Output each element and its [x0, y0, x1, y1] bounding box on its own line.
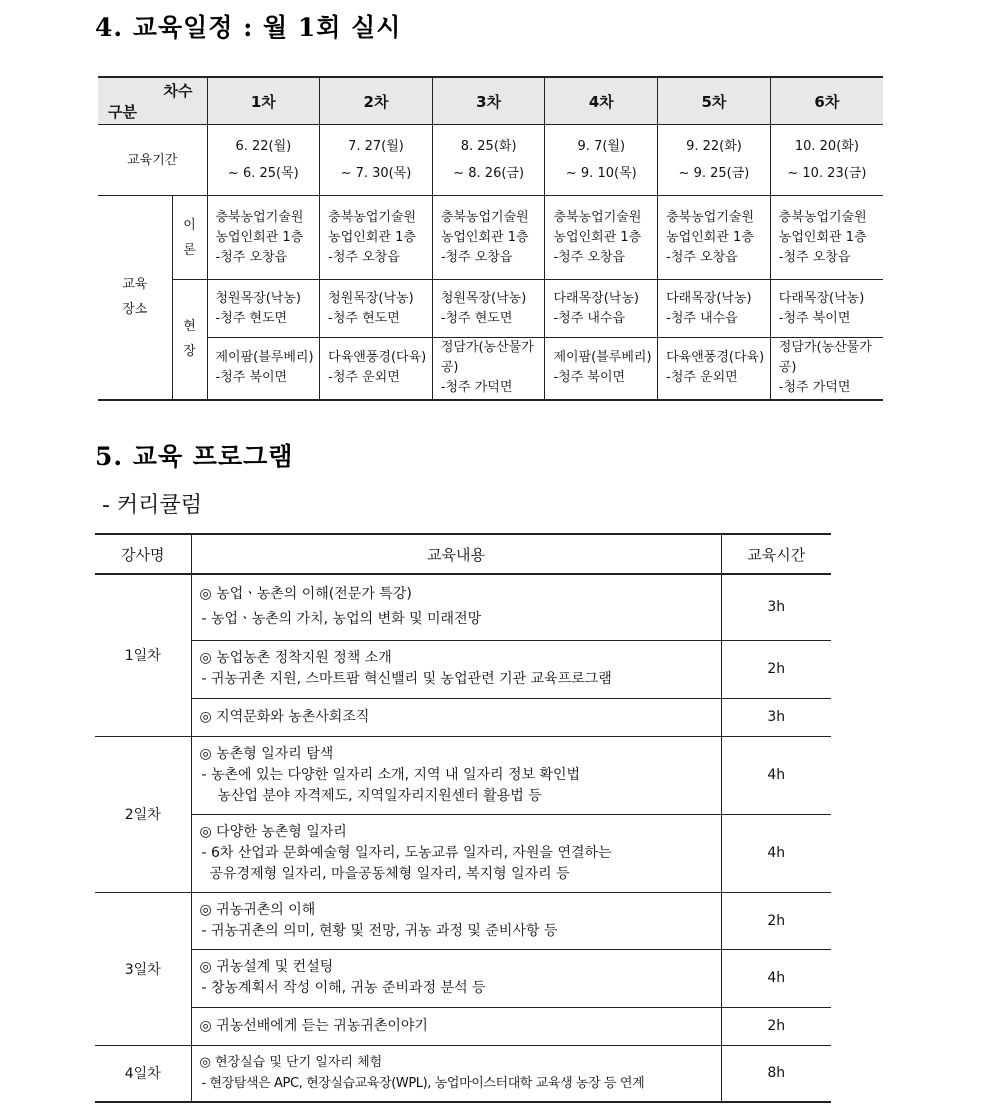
hours-cell: 3h — [721, 574, 831, 640]
hours-cell: 2h — [721, 892, 831, 949]
field-cell: 정담가(농산물가공) -청주 가덕면 — [770, 338, 883, 400]
place-label: 교육 장소 — [98, 196, 172, 400]
diagonal-header-cell — [98, 77, 207, 125]
field-cell: 청원목장(낙농) -청주 현도면 — [320, 280, 433, 338]
hours-cell: 2h — [721, 640, 831, 698]
content-cell: ◎ 농촌형 일자리 탐색 - 농촌에 있는 다양한 일자리 소개, 지역 내 일자리 정보 확인법 농산업 분야 자격제도, 지역일자리지원센터 활용법 등 — [191, 736, 721, 814]
period-start: 9. 22(화) — [686, 139, 742, 154]
theory-cell: 충북농업기술원 농업인회관 1층 -청주 오창읍 — [432, 196, 545, 280]
round-6: 6차 — [770, 77, 883, 125]
period-cell — [320, 125, 433, 196]
section-5-title: 5. 교육 프로그램 — [95, 442, 294, 471]
content-cell: ◎ 현장실습 및 단기 일자리 체험 - 현장탐색은 APC, 현장실습교육장(WPL), 농업마이스터대학 교육생 농장 등 연계 — [191, 1045, 721, 1102]
period-cell — [207, 125, 320, 196]
header-hours: 교육시간 — [721, 534, 831, 574]
field-cell: 제이팜(블루베리) -청주 북이면 — [207, 338, 320, 400]
table-row — [95, 892, 831, 949]
table-row — [95, 1045, 831, 1102]
period-end: ~ 9. 10(목) — [565, 166, 637, 181]
day-label: 1일차 — [95, 574, 191, 736]
theory-cell: 충북농업기술원 농업인회관 1층 -청주 오창읍 — [545, 196, 658, 280]
content-cell: ◎ 지역문화와 농촌사회조직 — [191, 698, 721, 736]
round-1: 1차 — [207, 77, 320, 125]
table-row — [95, 736, 831, 814]
field-cell: 다육앤풍경(다육) -청주 운외면 — [320, 338, 433, 400]
period-end: ~ 10. 23(금) — [787, 166, 867, 181]
content-cell: ◎ 귀농설계 및 컨설팅 - 창농계획서 작성 이해, 귀농 준비과정 분석 등 — [191, 949, 721, 1007]
day-label: 4일차 — [95, 1045, 191, 1102]
round-2: 2차 — [320, 77, 433, 125]
table-row — [95, 814, 831, 892]
period-end: ~ 9. 25(금) — [678, 166, 750, 181]
theory-label: 이 론 — [172, 196, 207, 280]
content-cell: ◎ 다양한 농촌형 일자리 - 6차 산업과 문화예술형 일자리, 도농교류 일자리, 자원을 연결하는 공유경제형 일자리, 마을공동체형 일자리, 복지형 일자리 등 — [191, 814, 721, 892]
field-label: 현 장 — [172, 280, 207, 400]
round-5: 5차 — [658, 77, 771, 125]
field-cell: 청원목장(낙농) -청주 현도면 — [207, 280, 320, 338]
table-row — [95, 574, 831, 640]
theory-cell: 충북농업기술원 농업인회관 1층 -청주 오창읍 — [320, 196, 433, 280]
hours-cell: 2h — [721, 1007, 831, 1045]
header-content: 교육내용 — [191, 534, 721, 574]
content-cell: ◎ 농업농촌 정착지원 정책 소개 - 귀농귀촌 지원, 스마트팜 혁신밸리 및 농업관련 기관 교육프로그램 — [191, 640, 721, 698]
period-end: ~ 8. 26(금) — [453, 166, 525, 181]
theory-row — [98, 196, 883, 280]
field-cell: 다래목장(낙농) -청주 북이면 — [770, 280, 883, 338]
content-cell: ◎ 귀농귀촌의 이해 - 귀농귀촌의 의미, 현황 및 전망, 귀농 과정 및 준비사항 등 — [191, 892, 721, 949]
round-3: 3차 — [432, 77, 545, 125]
day-label: 2일차 — [95, 736, 191, 892]
period-cell — [658, 125, 771, 196]
table-row — [95, 949, 831, 1007]
hours-cell: 3h — [721, 698, 831, 736]
content-cell: ◎ 귀농선배에게 듣는 귀농귀촌이야기 — [191, 1007, 721, 1045]
header-instructor: 강사명 — [95, 534, 191, 574]
period-end: ~ 6. 25(목) — [227, 166, 299, 181]
schedule-table — [98, 76, 883, 401]
table-row — [95, 640, 831, 698]
hours-cell: 4h — [721, 814, 831, 892]
field-cell: 다육앤풍경(다육) -청주 운외면 — [658, 338, 771, 400]
round-header: 차수 — [163, 82, 193, 100]
theory-cell: 충북농업기술원 농업인회관 1층 -청주 오창읍 — [770, 196, 883, 280]
field-cell: 제이팜(블루베리) -청주 북이면 — [545, 338, 658, 400]
hours-cell: 8h — [721, 1045, 831, 1102]
field-row-2 — [98, 338, 883, 400]
period-start: 9. 7(월) — [577, 139, 626, 154]
theory-cell: 충북농업기술원 농업인회관 1층 -청주 오창읍 — [658, 196, 771, 280]
period-cell — [545, 125, 658, 196]
period-start: 6. 22(월) — [235, 139, 292, 154]
field-row-1 — [98, 280, 883, 338]
field-cell: 청원목장(낙농) -청주 현도면 — [432, 280, 545, 338]
curriculum-table — [95, 533, 831, 1103]
period-start: 10. 20(화) — [794, 139, 859, 154]
category-header: 구분 — [108, 103, 137, 121]
field-cell: 정담가(농산물가공) -청주 가덕면 — [432, 338, 545, 400]
curriculum-subtitle: - 커리큘럼 — [102, 493, 202, 518]
hours-cell: 4h — [721, 949, 831, 1007]
curriculum-header-row — [95, 534, 831, 574]
period-cell — [770, 125, 883, 196]
period-start: 8. 25(화) — [460, 139, 517, 154]
day-label: 3일차 — [95, 892, 191, 1045]
table-row — [95, 1007, 831, 1045]
theory-cell: 충북농업기술원 농업인회관 1층 -청주 오창읍 — [207, 196, 320, 280]
round-4: 4차 — [545, 77, 658, 125]
table-row — [95, 698, 831, 736]
field-cell: 다래목장(낙농) -청주 내수읍 — [545, 280, 658, 338]
section-4-title: 4. 교육일정 : 월 1회 실시 — [95, 13, 402, 42]
period-row — [98, 125, 883, 196]
period-cell — [432, 125, 545, 196]
period-label: 교육기간 — [98, 125, 207, 196]
content-cell: ◎ 농업ㆍ농촌의 이해(전문가 특강) - 농업ㆍ농촌의 가치, 농업의 변화 및 미래전망 — [191, 574, 721, 640]
hours-cell: 4h — [721, 736, 831, 814]
period-start: 7. 27(월) — [348, 139, 404, 154]
schedule-header-row — [98, 77, 883, 125]
period-end: ~ 7. 30(목) — [340, 166, 412, 181]
field-cell: 다래목장(낙농) -청주 내수읍 — [658, 280, 771, 338]
